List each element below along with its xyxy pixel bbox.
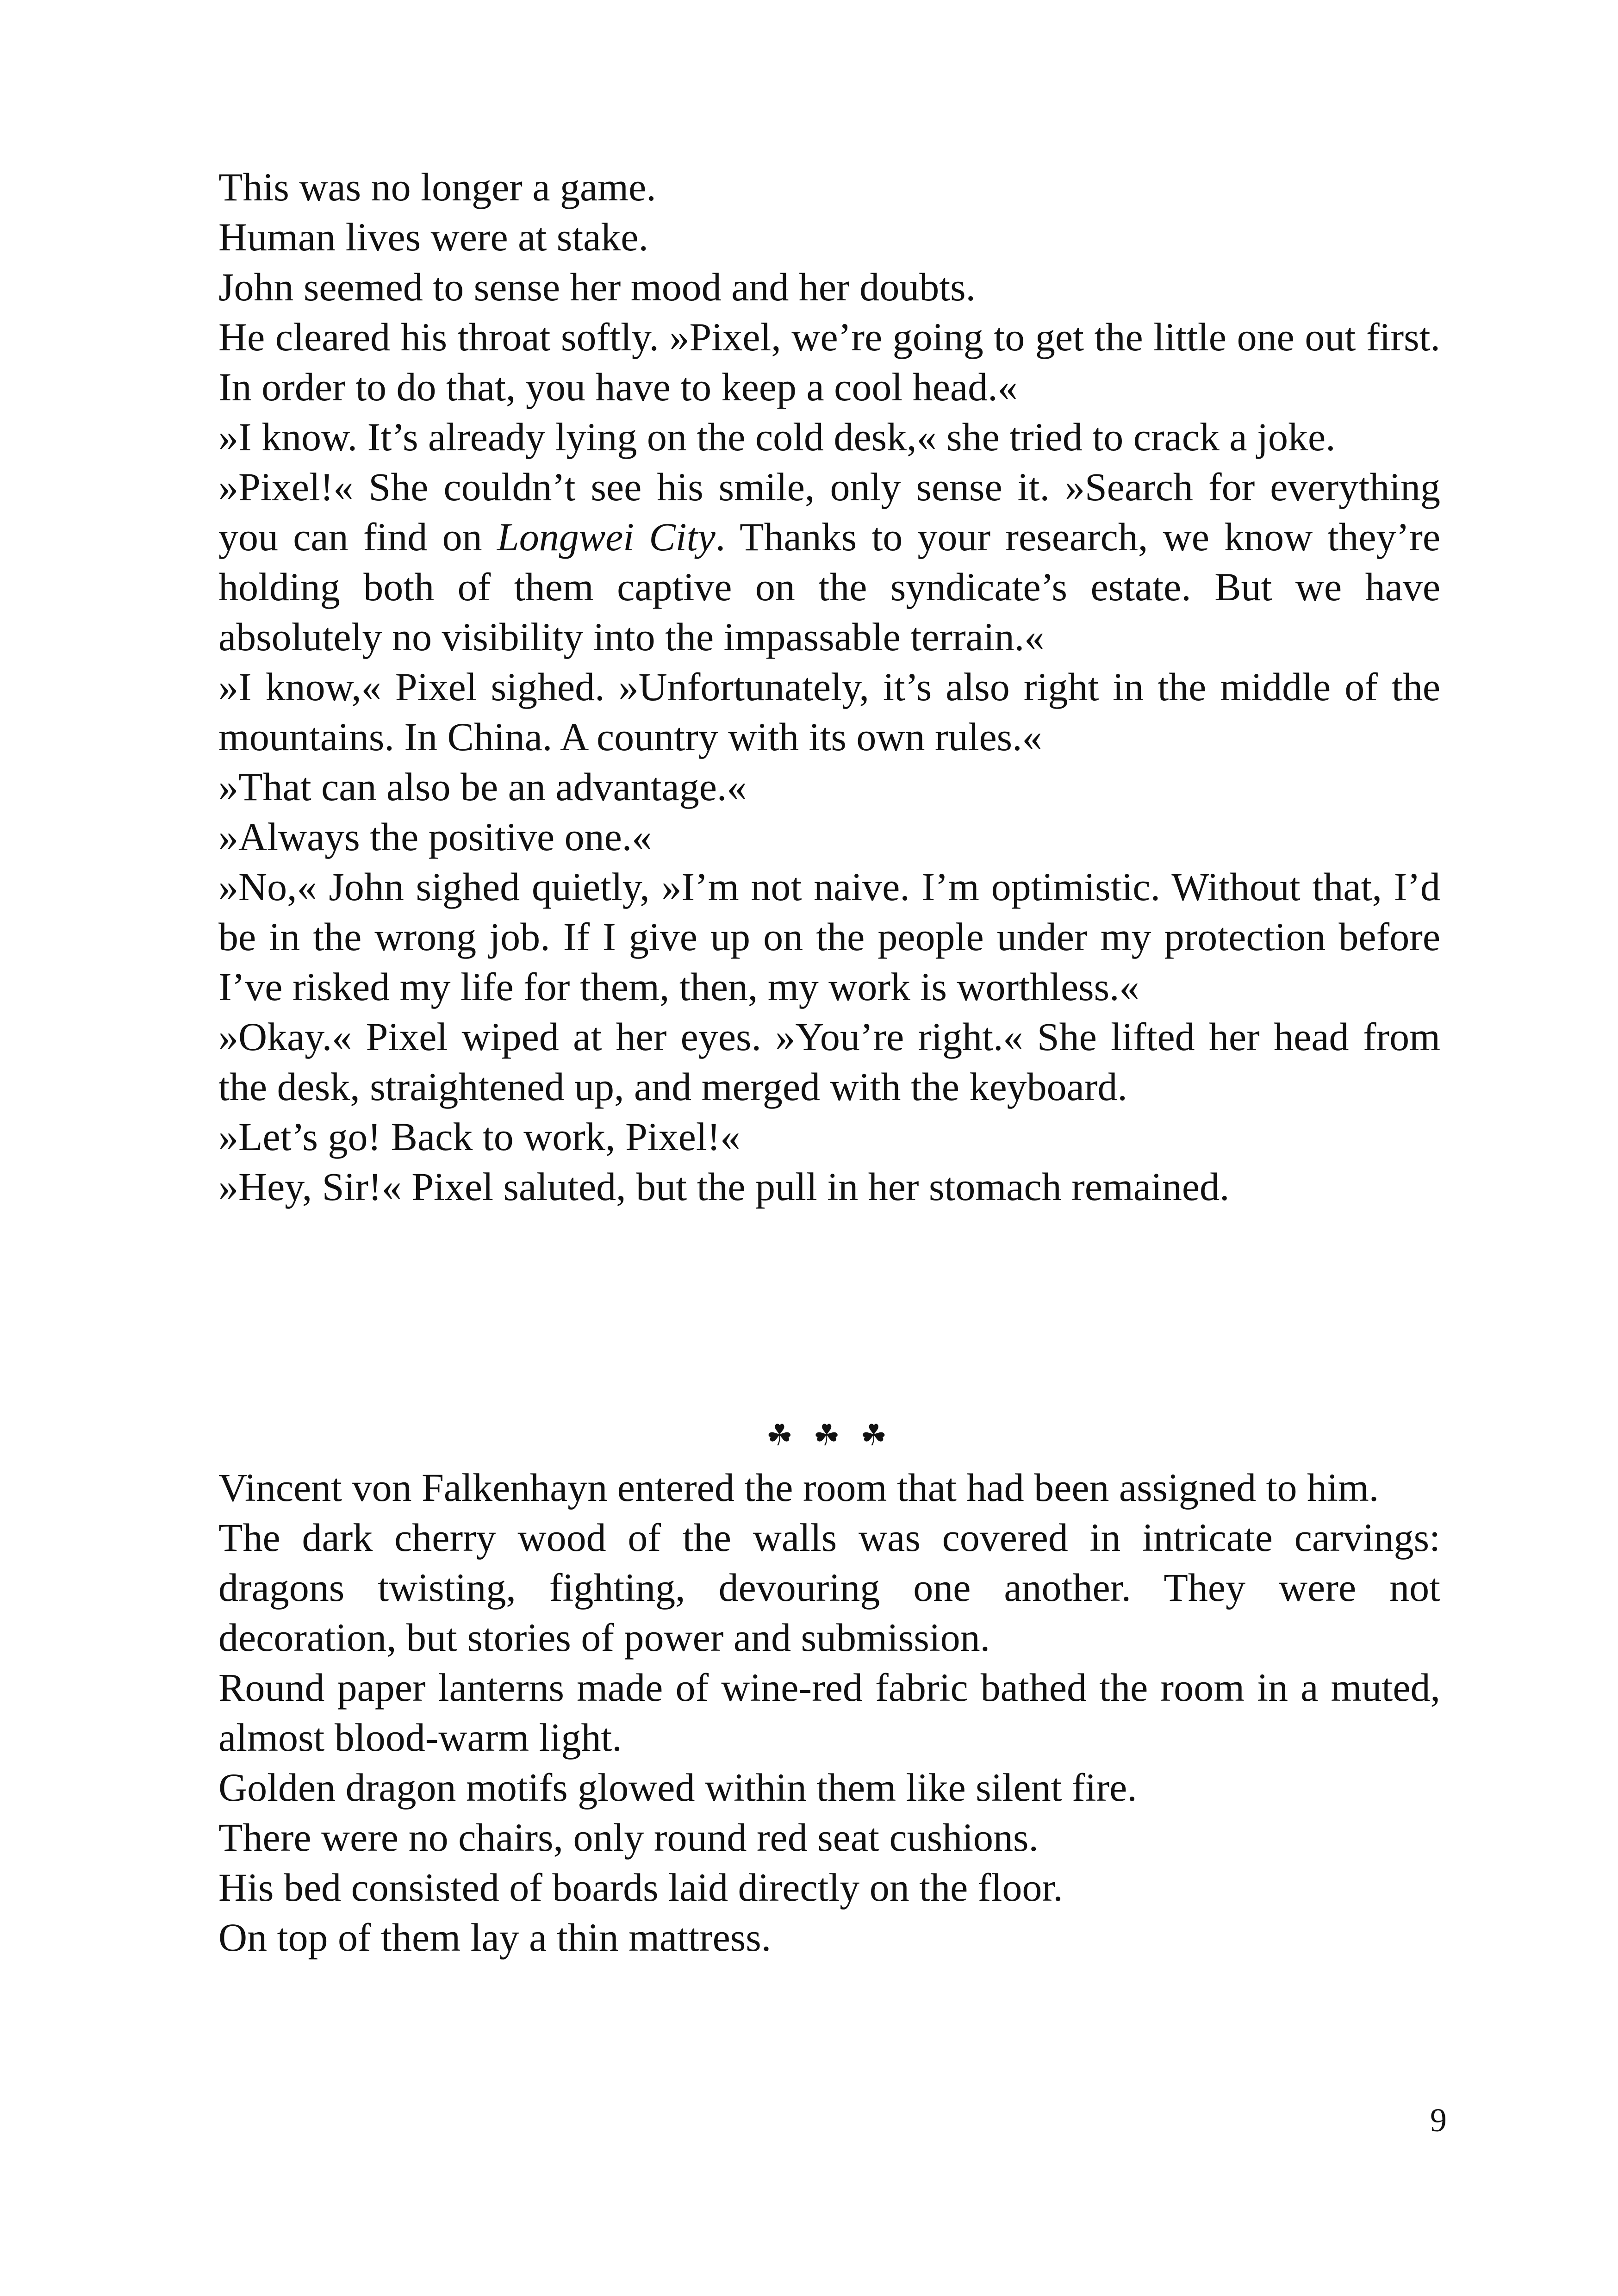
- paragraph: The dark cherry wood of the walls was covered in intricate carvings: dragons twisting, fighting, devouring one another. They were not decoration, but stories of power and submission.: [218, 1515, 1440, 1660]
- italic-place-name: Longwei City: [497, 515, 716, 559]
- paragraph: »Hey, Sir!« Pixel saluted, but the pull in her stomach remained.: [218, 1164, 1230, 1209]
- paragraph: Human lives were at stake.: [218, 215, 648, 259]
- paragraph: On top of them lay a thin mattress.: [218, 1915, 772, 1960]
- paragraph: John seemed to sense her mood and her doubts.: [218, 265, 976, 309]
- paragraph: This was no longer a game.: [218, 165, 656, 209]
- page-number: 9: [1430, 2102, 1447, 2139]
- paragraph: There were no chairs, only round red seat cushions.: [218, 1815, 1039, 1860]
- paragraph: »I know,« Pixel sighed. »Unfortunately, it’s also right in the middle of the mountains. In China. A country with its own rules.«: [218, 665, 1440, 759]
- paragraph: [218, 462, 1440, 662]
- section-two-text: [218, 1462, 1440, 1962]
- paragraph: Vincent von Falkenhayn entered the room that had been assigned to him.: [218, 1465, 1379, 1510]
- paragraph: Round paper lanterns made of wine-red fabric bathed the room in a muted, almost blood-warm light.: [218, 1665, 1440, 1760]
- paragraph: »Let’s go! Back to work, Pixel!«: [218, 1114, 741, 1159]
- paragraph: »Okay.« Pixel wiped at her eyes. »You’re right.« She lifted her head from the desk, straightened up, and merged with the keyboard.: [218, 1014, 1440, 1109]
- paragraph: His bed consisted of boards laid directly on the floor.: [218, 1865, 1063, 1910]
- paragraph-text: . Thanks to your research, we know they’re holding both of them captive on the syndicate’s estate. But we have absolutely no visibility into the impassable terrain.«: [218, 515, 1441, 659]
- section-separator-icon: ☘ ☘ ☘: [766, 1419, 893, 1453]
- section-one-text: [218, 162, 1440, 1212]
- paragraph: Golden dragon motifs glowed within them like silent fire.: [218, 1765, 1137, 1810]
- paragraph: He cleared his throat softly. »Pixel, we’re going to get the little one out first. In order to do that, you have to keep a cool head.«: [218, 315, 1440, 409]
- paragraph: »Always the positive one.«: [218, 815, 652, 859]
- paragraph: »No,« John sighed quietly, »I’m not naive. I’m optimistic. Without that, I’d be in the wrong job. If I give up on the people under my protection before I’ve risked my life for them, then, my work is worthless.«: [218, 865, 1440, 1009]
- paragraph: »I know. It’s already lying on the cold desk,« she tried to crack a joke.: [218, 415, 1336, 459]
- paragraph-text: »Pixel!« She couldn’t see his smile, only sense it. »Search for everything you can find on: [218, 465, 1440, 559]
- paragraph: »That can also be an advantage.«: [218, 765, 747, 809]
